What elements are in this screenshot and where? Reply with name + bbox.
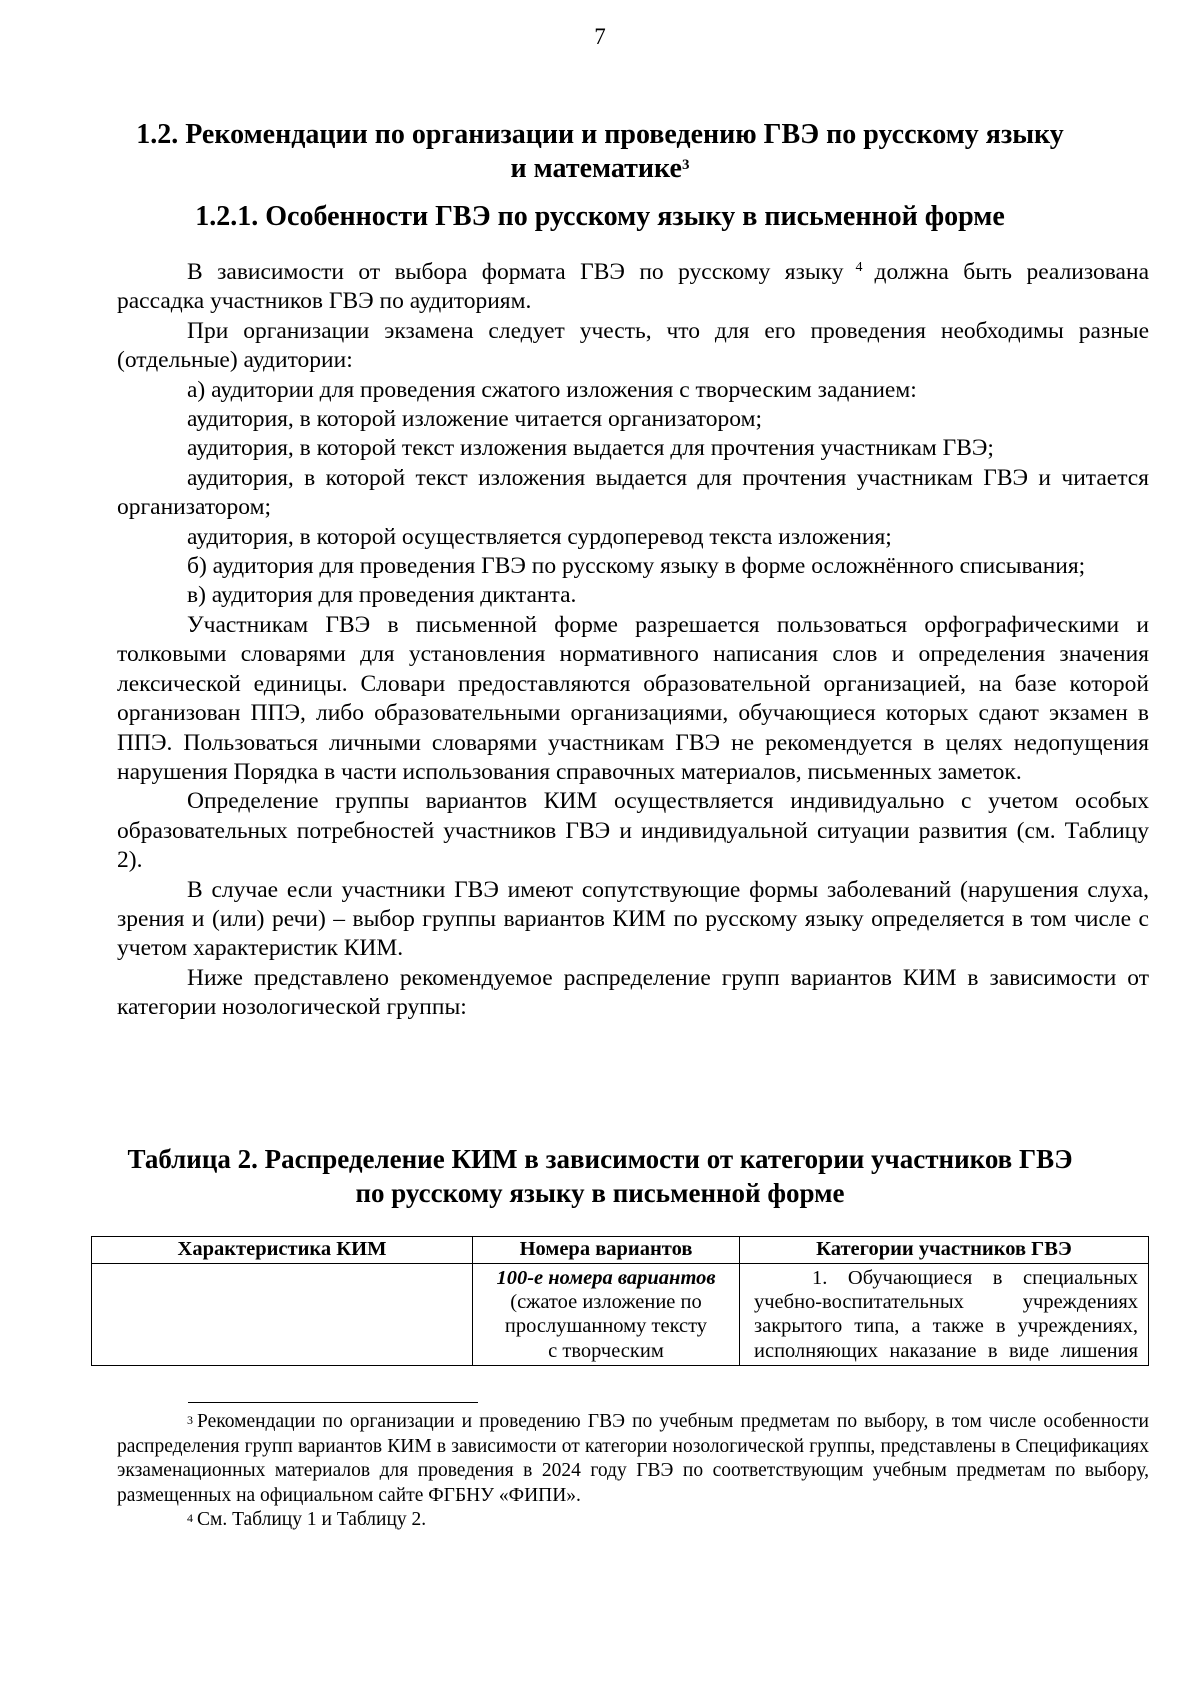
footnote-ref-4[interactable]: 4 bbox=[855, 260, 863, 275]
footnote-3-text: Рекомендации по организации и проведению ГВЭ по учебным предметам по выбору, в том числе особенности распределения групп вариантов КИМ в зависимости от категории нозологической группы, представлены в Спецификациях экзаменационных материалов для проведения в 2024 году ГВЭ по соответствующим учебным предметам по выбору, размещенных на официальном сайте ФГБНУ «ФИПИ». bbox=[117, 1411, 1149, 1506]
table-title-line2: по русскому языку в письменной форме bbox=[355, 1178, 845, 1208]
paragraph-7: аудитория, в которой осуществляется сурдоперевод текста изложения; bbox=[187, 523, 892, 550]
header-characteristic: Характеристика КИМ bbox=[92, 1237, 473, 1264]
table-header-row bbox=[92, 1237, 1149, 1264]
categories-line-1: 1. Обучающиеся в специальных bbox=[812, 1267, 1138, 1289]
paragraph-1-end: должна быть реализована рассадка участников ГВЭ по аудиториям. bbox=[117, 259, 1149, 315]
cell-categories bbox=[740, 1264, 1149, 1366]
footnotes bbox=[117, 1410, 1149, 1533]
categories-line-4: исполняющих наказание в виде лишения bbox=[754, 1339, 1138, 1362]
section-title-line1: 1.2. Рекомендации по организации и проведению ГВЭ по русскому языку bbox=[136, 119, 1064, 150]
table-row bbox=[92, 1264, 1149, 1366]
paragraph-10: Участникам ГВЭ в письменной форме разрешается пользоваться орфографическими и толковыми словарями для установления нормативного написания слов и определения значения лексической единицы. Словари предоставляются образовательной организацией, на базе которой организован ППЭ, либо образовательными организациями, обучающиеся которых сдают экзамен в ППЭ. Пользоваться личными словарями участникам ГВЭ не рекомендуется в целях недопущения нарушения Порядка в части использования справочных материалов, письменных заметок. bbox=[117, 611, 1149, 785]
paragraph-12: В случае если участники ГВЭ имеют сопутствующие формы заболеваний (нарушения слуха, зрения и (или) речи) – выбор группы вариантов КИМ по русскому языку определяется в том числе с учетом характеристик КИМ. bbox=[117, 876, 1149, 962]
variants-line-1: (сжатое изложение по bbox=[510, 1291, 702, 1314]
footnote-3-number: 3 bbox=[187, 1413, 193, 1427]
kim-table bbox=[91, 1236, 1149, 1366]
variants-line-2: прослушанному тексту bbox=[504, 1315, 708, 1338]
footnote-3 bbox=[117, 1410, 1149, 1508]
paragraph-11: Определение группы вариантов КИМ осуществляется индивидуально с учетом особых образовательных потребностей участников ГВЭ и индивидуальной ситуации развития (см. Таблицу 2). bbox=[117, 788, 1149, 874]
paragraph-13: Ниже представлено рекомендуемое распределение групп вариантов КИМ в зависимости от категории нозологической группы: bbox=[117, 964, 1149, 1021]
cell-variants bbox=[473, 1264, 740, 1366]
categories-line-3: закрытого типа, а также в учреждениях, bbox=[754, 1315, 1138, 1338]
variants-line-3: с творческим bbox=[548, 1339, 664, 1362]
paragraph-2: При организации экзамена следует учесть, что для его проведения необходимы разные (отдельные) аудитории: bbox=[117, 317, 1149, 374]
page-number: 7 bbox=[594, 24, 606, 49]
header-categories: Категории участников ГВЭ bbox=[740, 1237, 1149, 1264]
header-variants: Номера вариантов bbox=[473, 1237, 740, 1264]
paragraph-3: а) аудитории для проведения сжатого изложения с творческим заданием: bbox=[187, 376, 917, 403]
footnote-separator bbox=[188, 1402, 478, 1403]
paragraph-9: в) аудитория для проведения диктанта. bbox=[187, 582, 577, 609]
paragraph-1-start: В зависимости от выбора формата ГВЭ по русскому языку bbox=[187, 259, 844, 285]
paragraph-1 bbox=[117, 258, 1149, 317]
section-title bbox=[0, 118, 1200, 186]
section-footnote-ref[interactable]: 3 bbox=[681, 157, 690, 173]
body-text bbox=[117, 258, 1149, 1023]
table-title-line1: Таблица 2. Распределение КИМ в зависимости от категории участников ГВЭ bbox=[127, 1144, 1073, 1174]
cell-characteristic bbox=[92, 1264, 473, 1366]
footnote-4 bbox=[117, 1508, 1149, 1533]
section-title-line2: и математике bbox=[510, 153, 682, 184]
table-title bbox=[0, 1142, 1200, 1210]
footnote-4-number: 4 bbox=[187, 1511, 193, 1525]
paragraph-5: аудитория, в которой текст изложения выдается для прочтения участникам ГВЭ; bbox=[187, 435, 994, 462]
paragraph-8: б) аудитория для проведения ГВЭ по русскому языку в форме осложнённого списывания; bbox=[187, 553, 1086, 580]
subsection-title: 1.2.1. Особенности ГВЭ по русскому языку в письменной форме bbox=[195, 201, 1005, 232]
footnote-4-text: См. Таблицу 1 и Таблицу 2. bbox=[197, 1509, 427, 1530]
paragraph-6: аудитория, в которой текст изложения выдается для прочтения участникам ГВЭ и читается организатором; bbox=[117, 464, 1149, 521]
variants-bold-label: 100-е номера вариантов bbox=[496, 1267, 716, 1289]
paragraph-4: аудитория, в которой изложение читается организатором; bbox=[187, 406, 762, 433]
categories-line-2: учебно-воспитательных учреждениях bbox=[754, 1291, 1138, 1314]
